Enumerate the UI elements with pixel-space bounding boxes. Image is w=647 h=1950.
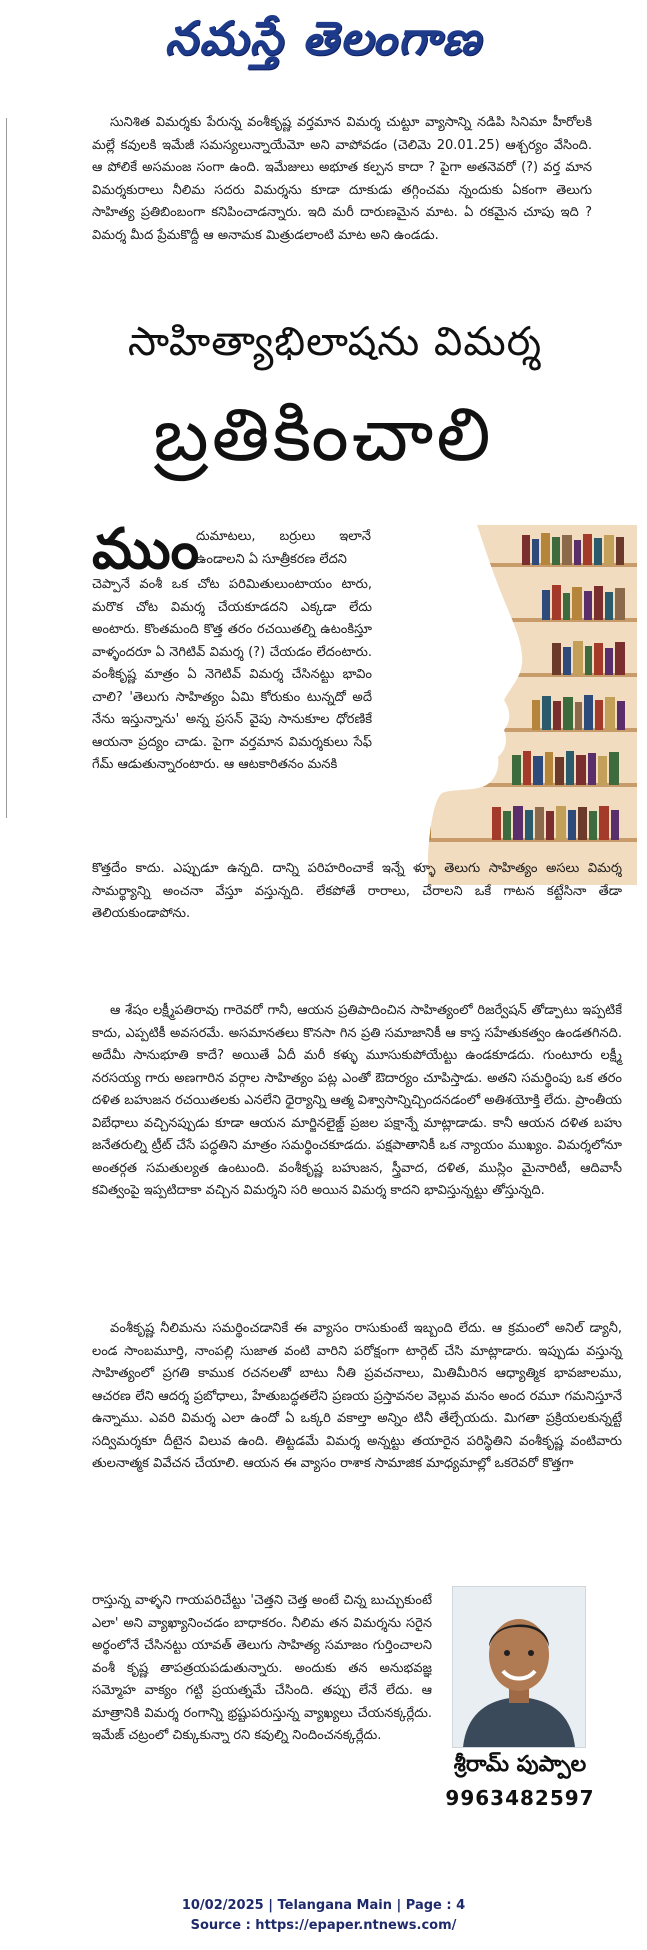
article-paragraph-1-body: చెప్పానే వంశీ ఒక చోట పరిమితులుంటాయం టారు, మరొక చోట విమర్శ చేయకూడదని ఎక్కడా లేదు అంటారు. కొంతమంది కొత్త తరం రచయితల్ని ఉటంకిస్తూ వాళ్ళందరూ ఏ నెగిటివ్ విమర్శ (?) చేయడం లేదంటారు. వంశీకృష్ణ మాత్రం ఏ నెగెటివ్ విమర్శ చేసినట్టు భావిం చాలి? 'తెలుగు సాహిత్యం ఏమి కోరుకుం టున్నదో అదే నేను ఇస్తున్నాను' అన్న ప్రసన్ వైపు సానుకూల ధోరణికే ఆయనా ప్రద్యం చాడు. పైగా వర్తమాన విమర్శకులు సేఫ్ గేమ్ ఆడుతున్నారంటారు. ఆ ఆటకారితనం మనకి <box>92 577 372 772</box>
article-paragraph-4: రాస్తున్న వాళ్ళని గాయపరిచేట్టు 'చెత్తని చెత్త అంటే చిన్న బుచ్చుకుంటే ఎలా' అని వ్యాఖ్యానించడం బాధాకరం. నీలిమ తన విమర్శను సరైన అర్థంలోనే చేసినట్టు యావత్ తెలుగు సాహిత్య సమాజం గుర్తించాలని వంశీ కృష్ణ తాపత్రయపడుతున్నారు. అందుకు తన అనుభవజ్ఞ సమ్మోహ వాక్యం గట్టి ప్రయత్నమే చేసింది. తప్పు లేనే లేదు. ఆ మాత్రానికి విమర్శ రంగాన్ని భ్రష్టుపరుస్తున్న వ్యాఖ్యలు చేయనక్కర్లేదు. ఇమేజ్ చట్రంలో చిక్కుకున్నా రని కవుల్ని నిందించనక్కర్లేదు. <box>92 1593 432 1743</box>
article-paragraph-3: వంశీకృష్ణ నీలిమను సమర్థించడానికే ఈ వ్యాసం రాసుకుంటే ఇబ్బంది లేదు. ఆ క్రమంలో అనిల్ డ్యానీ, లండ సాంబమూర్తి, నాంపల్లి సుజాత వంటి వారిని పరోక్షంగా టార్గెట్ చేసి మాట్లాడారు. ఇప్పుడు వస్తున్న సాహిత్యంలో ప్రగతి కాముక రచనలతో బాటు నీతి ప్రవచనాలు, మితిమీరిన ఆధ్యాత్మిక భావజాలము, ఆచరణ లేని ఆదర్శ ప్రబోధాలు, హేతుబద్ధతలేని ప్రణయ ప్రస్తావనల వెల్లువ మనం అంద రమూ గమనిస్తూనే ఉన్నాము. ఎవరి విమర్శ ఎలా ఉందో ఏ ఒక్కరి వకాల్తా అన్నిం టినీ తేల్చేయదు. మిగతా ప్రక్రియలకున్నట్టే సద్విమర్శకూ దీటైన విలువ ఉంది. తిట్టడమే విమర్శ అన్నట్టు తయారైన పరిస్థితిని వంశీకృష్ణ వంటివారు తులనాత్మక వివేచన చేయాలి. ఆయన ఈ వ్యాసం రాశాక సామాజిక మాధ్యమాల్లో ఒకరెవరో కొత్తగా <box>92 1321 622 1471</box>
newspaper-title: నమస్తే తెలంగాణ <box>164 11 483 65</box>
headline-line-2: బ్రతికించాలి <box>153 392 494 478</box>
masthead <box>0 10 647 66</box>
footer-source-link[interactable]: Source : https://epaper.ntnews.com/ <box>190 1918 457 1933</box>
head-bookshelf-illustration <box>372 525 637 885</box>
article-paragraph-1-end: కొత్తదేం కాదు. ఎప్పుడూ ఉన్నది. దాన్ని పరిహరించాకే ఇన్నే ళ్ళూ తెలుగు సాహిత్యం అసలు విమర్శ సామర్థ్యాన్ని అంచనా వేస్తూ వస్తున్నది. లేకపోతే రారాలు, చేరాలని ఒకే గాటన కట్టేసినా తేడా తెలియకుండాపోను. <box>92 861 622 921</box>
intro-paragraph: సునిశిత విమర్శకు పేరున్న వంశీకృష్ణ వర్తమాన విమర్శ చుట్టూ వ్యాసాన్ని నడిపి సినిమా హీరోలకి మల్లే కవులకి ఇమేజీ సమస్యలున్నాయేమో అని వాపోవడం (చెలిమె 20.01.25) ఆశ్చర్యం వేసింది. ఆ పోలికే అసమంజ సంగా ఉంది. ఇమేజులు అభూత కల్పన కాదా ? పైగా అతనెవరో (?) వర్త మాన విమర్శకురాలు నీలిమ సదరు విమర్శను కూడా దూకుడు తగ్గించమ న్నందుకు ఏకంగా తెలుగు సాహిత్య ప్రతిబింబంగా కనిపించాడన్నారు. ఇది మరీ దారుణమైన మాట. ఏ రకమైన చూపు ఇది ? విమర్శ మీద ప్రేమకొద్దీ ఆ అనామక మిత్రుడలాంటి మాట అని ఉండడు. <box>92 115 592 243</box>
author-name: శ్రీరామ్ పుప్పాల <box>453 1752 587 1777</box>
page-footer <box>0 1896 647 1936</box>
article-paragraph-1-lead: దుమాటలు, బర్రులు ఇలానే ఉండాలని ఏ సూత్రీకరణ లేదని <box>196 529 371 567</box>
author-phone: 9963482597 <box>445 1786 595 1810</box>
article-paragraph-2: ఆ శేషం లక్ష్మీపతిరావు గారెవరో గానీ, ఆయన ప్రతిపాదించిన సాహిత్యంలో రిజర్వేషన్ తోడ్పాటు ఇప్పటికే కాదు, ఎప్పటికీ అవసరమే. అసమానతలు కొనసా గిన ప్రతి సమాజానికీ ఆ కాస్త సహేతుకత్వం ఉండతగినది. అదేమీ సానుభూతి కాదే? అయితే ఏదీ మరీ కళ్ళు మూసుకుపోయేట్టు ఉండకూడదు. గుంటూరు లక్ష్మీ నరసయ్య గారు అణగారిన వర్గాల సాహిత్యం పట్ల ఎంతో ఔదార్యం చూపిస్తాడు. అతని సమర్థింపు ఒక తరం దళిత బహుజన రచయితలకు ఎనలేని ధైర్యాన్ని ఆత్మ విశ్వాసాన్నిచ్చిందనడంలో అతిశయోక్తి లేదు. ప్రాంతీయ విబేధాలు వచ్చినప్పుడు కూడా ఆయన మార్జినలైజ్డ్ ప్రజల పక్షాన్నే మాట్లాడాడు. కానీ ఆయన దళిత బహు జనేతరుల్ని ట్రీట్ చేసే పద్ధతిని మాత్రం సమర్థించకూడదు. పక్షపాతానికీ ఒక న్యాయం ముఖ్యం. విమర్శలోనూ అంతర్గత సమతుల్యత ఉంటుంది. వంశీకృష్ణ బహుజన, స్త్రీవాద, దళిత, ముస్లిం మైనారిటీ, ఆదివాసీ కవిత్వంపై ఇప్పటిదాకా వచ్చిన విమర్శని సరి అయిన విమర్శ కాదని భావిస్తున్నట్టు తోస్తున్నది. <box>92 1003 622 1198</box>
footer-date-edition: 10/02/2025 | Telangana Main | Page : 4 <box>181 1898 466 1913</box>
author-photo <box>452 1586 586 1748</box>
drop-cap: ముం <box>92 517 200 582</box>
headline-line-1: సాహిత్యాభిలాషను విమర్శ <box>127 319 543 365</box>
